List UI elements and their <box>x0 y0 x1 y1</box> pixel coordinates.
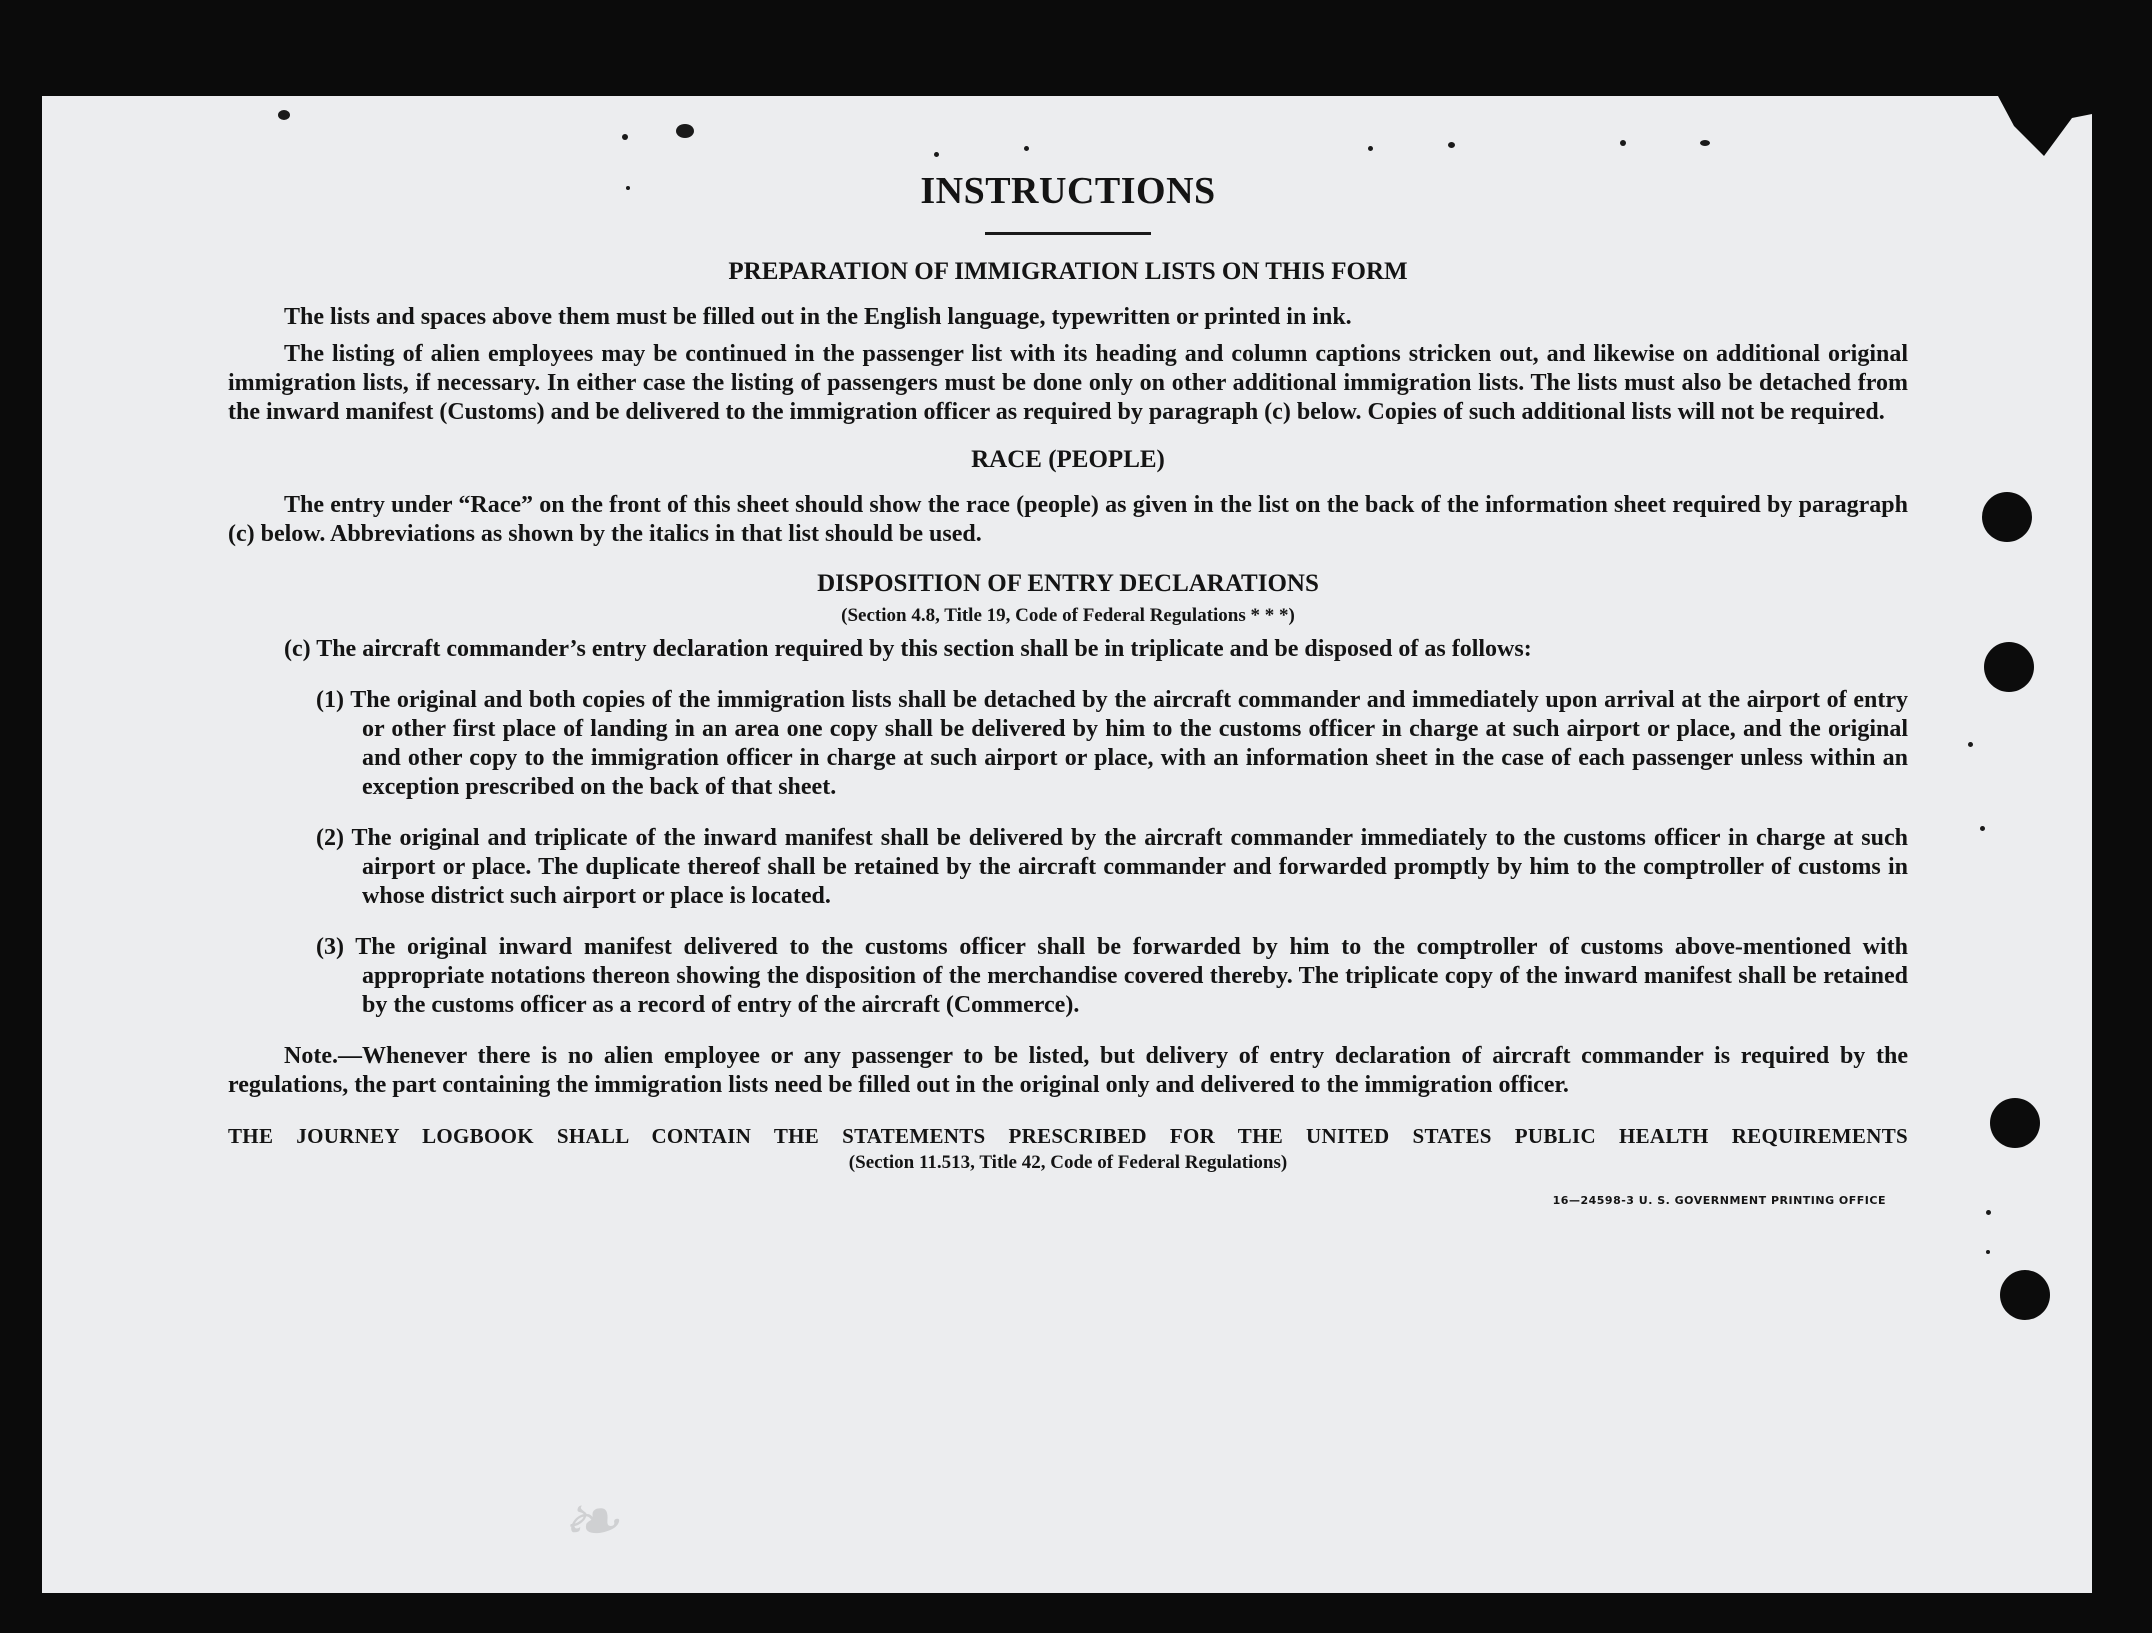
disposition-intro: (c) The aircraft commander’s entry declaration required by this section shall be in triplicate and be disposed of as follows: <box>284 636 1532 662</box>
title-divider <box>985 232 1151 235</box>
punch-hole <box>2000 1270 2050 1320</box>
disposition-citation: (Section 4.8, Title 19, Code of Federal Regulations * * *) <box>841 605 1295 626</box>
scan-speck <box>1448 142 1455 148</box>
note-paragraph: Note.—Whenever there is no alien employee or any passenger to be listed, but delivery of entry declaration of aircraft commander is required by the regulations, the part containing the immigration lists need be filled out in the original only and delivered to the immigration officer. <box>228 1043 1908 1098</box>
instructions-content <box>228 168 1908 1216</box>
journey-logbook-citation: (Section 11.513, Title 42, Code of Federal Regulations) <box>848 1152 1288 1173</box>
scan-speck <box>278 110 290 120</box>
scan-speck <box>1700 140 1710 146</box>
scan-speck <box>1368 146 1373 151</box>
scan-speck <box>1620 140 1626 146</box>
preparation-paragraph-2: The listing of alien employees may be continued in the passenger list with its heading and column captions stricken out, and likewise on additional original immigration lists, if necessary. In either case the listing of passengers must be done only on other additional immigration lists. The lists must also be detached from the inward manifest (Customs) and be delivered to the immigration officer as required by paragraph (c) below. Copies of such additional lists will not be required. <box>228 341 1908 425</box>
scan-speck <box>1980 826 1985 831</box>
punch-hole <box>1990 1098 2040 1148</box>
disposition-item-1: (1) The original and both copies of the immigration lists shall be detached by the aircraft commander and immediately upon arrival at the airport of entry or other first place of landing in an area one copy shall be delivered by him to the customs officer in charge at such airport or place, and the original and other copy to the immigration officer in charge at such airport or place, with an information sheet in the case of each passenger unless within an exception prescribed on the back of that sheet. <box>316 687 1908 800</box>
section-heading-disposition: DISPOSITION OF ENTRY DECLARATIONS <box>817 570 1319 597</box>
page-title: INSTRUCTIONS <box>920 170 1216 212</box>
scan-speck <box>676 124 694 138</box>
print-code: 16—24598-3 U. S. GOVERNMENT PRINTING OFFICE <box>1552 1194 1886 1207</box>
scan-speck <box>1024 146 1029 151</box>
scan-speck <box>622 134 628 140</box>
scan-speck <box>1986 1210 1991 1215</box>
scan-speck <box>934 152 939 157</box>
section-heading-race: RACE (PEOPLE) <box>971 446 1165 473</box>
section-heading-preparation: PREPARATION OF IMMIGRATION LISTS ON THIS FORM <box>728 258 1408 285</box>
disposition-item-3: (3) The original inward manifest delivered to the customs officer shall be forwarded by him to the comptroller of customs above-mentioned with appropriate notations thereon showing the disposition of the merchandise covered thereby. The triplicate copy of the inward manifest shall be retained by the customs officer as a record of entry of the aircraft (Commerce). <box>316 934 1908 1018</box>
bleed-through-mark: ❧ <box>560 1484 619 1561</box>
preparation-paragraph-1: The lists and spaces above them must be filled out in the English language, typewritten or printed in ink. <box>284 304 1352 330</box>
disposition-item-2: (2) The original and triplicate of the inward manifest shall be delivered by the aircraft commander immediately to the customs officer in charge at such airport or place. The duplicate thereof shall be retained by the aircraft commander and forwarded promptly by him to the comptroller of customs in whose district such airport or place is located. <box>316 825 1908 909</box>
punch-hole <box>1982 492 2032 542</box>
scan-speck <box>1986 1250 1990 1254</box>
race-paragraph: The entry under “Race” on the front of this sheet should show the race (people) as given in the list on the back of the information sheet required by paragraph (c) below. Abbreviations as shown by the italics in that list should be used. <box>228 492 1908 547</box>
journey-logbook-statement: THE JOURNEY LOGBOOK SHALL CONTAIN THE STATEMENTS PRESCRIBED FOR THE UNITED STATES PUBLIC HEALTH REQUIREMENTS <box>228 1124 1908 1148</box>
punch-hole <box>1984 642 2034 692</box>
scan-speck <box>1968 742 1973 747</box>
